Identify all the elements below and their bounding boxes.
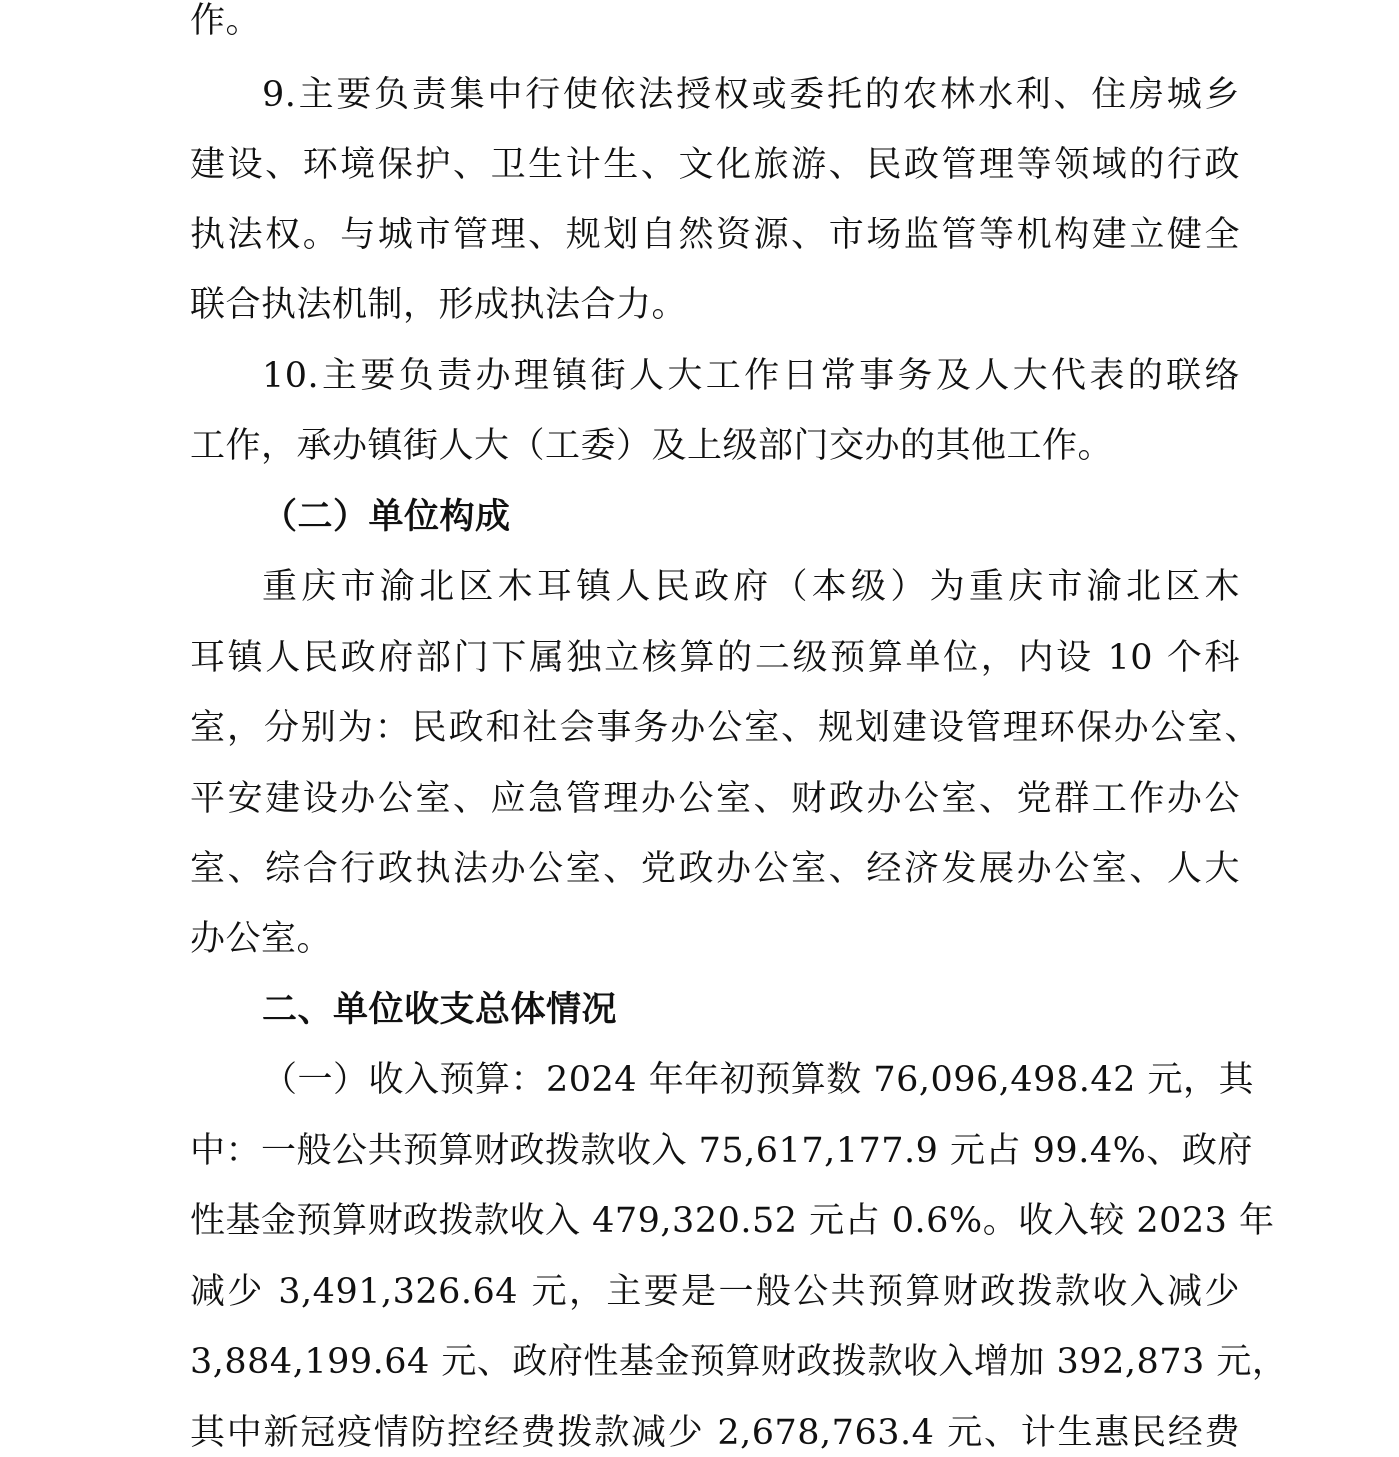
text-line: 其中新冠疫情防控经费拨款减少 2,678,763.4 元、计生惠民经费	[190, 1413, 1240, 1453]
text-line: 联合执法机制，形成执法合力。	[190, 285, 688, 325]
text-line: 平安建设办公室、应急管理办公室、财政办公室、党群工作办公	[190, 779, 1240, 819]
text-line: 减少 3,491,326.64 元，主要是一般公共预算财政拨款收入减少	[190, 1272, 1240, 1312]
text-line: 作。	[190, 1, 262, 41]
text-line: 室、综合行政执法办公室、党政办公室、经济发展办公室、人大	[190, 849, 1240, 889]
section-heading: 二、单位收支总体情况	[262, 990, 618, 1030]
text-line: 9.主要负责集中行使依法授权或委托的农林水利、住房城乡	[262, 75, 1240, 115]
text-line: （一）收入预算：2024 年年初预算数 76,096,498.42 元，其	[262, 1060, 1255, 1100]
text-line: 建设、环境保护、卫生计生、文化旅游、民政管理等领域的行政	[190, 145, 1240, 185]
text-line: 3,884,199.64 元、政府性基金预算财政拨款收入增加 392,873 元，	[190, 1342, 1288, 1382]
text-line: 办公室。	[190, 919, 333, 959]
text-line: 执法权。与城市管理、规划自然资源、市场监管等机构建立健全	[190, 215, 1240, 255]
text-line: 室，分别为：民政和社会事务办公室、规划建设管理环保办公室、	[190, 708, 1260, 748]
section-heading: （二）单位构成	[262, 497, 511, 537]
text-line: 性基金预算财政拨款收入 479,320.52 元占 0.6%。收入较 2023 年	[190, 1201, 1275, 1241]
text-line: 耳镇人民政府部门下属独立核算的二级预算单位，内设 10 个科	[190, 638, 1240, 678]
text-line: 中：一般公共预算财政拨款收入 75,617,177.9 元占 99.4%、政府	[190, 1131, 1253, 1171]
text-line: 工作，承办镇街人大（工委）及上级部门交办的其他工作。	[190, 426, 1114, 466]
text-line: 重庆市渝北区木耳镇人民政府（本级）为重庆市渝北区木	[262, 567, 1240, 607]
text-line: 10.主要负责办理镇街人大工作日常事务及人大代表的联络	[262, 356, 1240, 396]
